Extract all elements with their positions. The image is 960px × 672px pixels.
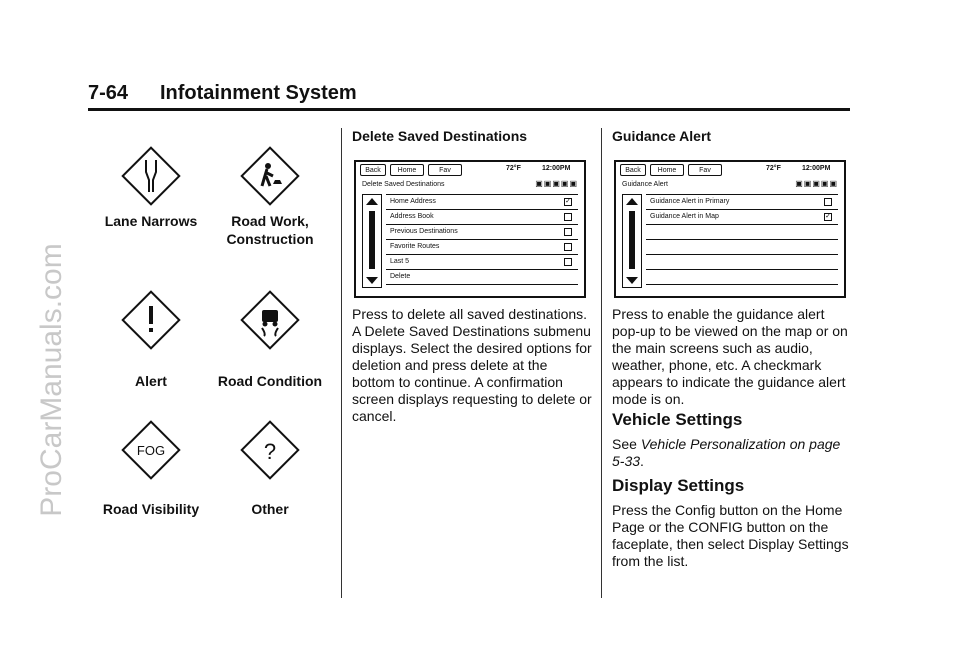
temperature-readout: 72°F — [506, 165, 521, 172]
clock-readout: 12:00PM — [542, 165, 571, 172]
vehicle-settings-text — [612, 436, 852, 470]
scroll-up-arrow-icon[interactable] — [626, 198, 638, 205]
see-prefix: See — [612, 436, 641, 452]
checkbox-icon[interactable] — [824, 198, 832, 206]
alert-icon — [121, 290, 181, 350]
sign-alert — [86, 290, 216, 390]
scrollbar[interactable] — [362, 194, 382, 288]
display-settings-text: Press the Config button on the Home Page or the CONFIG button on the faceplate, then select Display Settings from the list. — [612, 502, 849, 569]
fav-button[interactable]: Fav — [428, 164, 462, 176]
guidance-alert-text: Press to enable the guidance alert pop-up to be viewed on the map or on the main screens such as audio, weather, phone, etc. A checkmark appears to indicate the guidance alert mode is on. — [612, 306, 848, 407]
list-item[interactable] — [646, 210, 838, 225]
list-item[interactable] — [646, 194, 838, 210]
checkbox-icon[interactable] — [564, 258, 572, 266]
list-item[interactable] — [386, 255, 578, 270]
delete-options-list — [386, 194, 578, 285]
page-header — [88, 82, 850, 111]
road-work-icon — [240, 146, 300, 206]
page-number: 7-64 — [88, 82, 129, 104]
scroll-thumb[interactable] — [369, 211, 375, 269]
list-item[interactable] — [646, 225, 838, 240]
checkbox-icon[interactable] — [564, 228, 572, 236]
sign-label: Lane Narrows — [104, 213, 198, 229]
list-item[interactable] — [646, 270, 838, 285]
list-item[interactable] — [386, 210, 578, 225]
sign-lane-narrows — [86, 146, 216, 230]
list-item[interactable] — [646, 255, 838, 270]
list-item[interactable] — [386, 225, 578, 240]
scroll-thumb[interactable] — [629, 211, 635, 269]
svg-text:FOG: FOG — [136, 443, 166, 458]
list-item-label: Delete — [390, 273, 411, 280]
sign-road-visibility — [86, 420, 216, 518]
column-divider — [341, 128, 342, 598]
list-item[interactable] — [386, 240, 578, 255]
home-button[interactable]: Home — [650, 164, 684, 176]
list-item-label: Guidance Alert in Primary — [650, 198, 730, 205]
watermark: ProCarManuals.com — [35, 243, 68, 517]
scroll-down-arrow-icon[interactable] — [626, 277, 638, 284]
display-settings-heading: Display Settings — [612, 476, 745, 495]
fog-icon — [121, 420, 181, 480]
checked-box-icon[interactable]: ✓ — [565, 198, 571, 205]
sign-road-condition — [205, 290, 335, 390]
screen-top-bar — [356, 162, 584, 178]
sign-label: Other — [251, 501, 289, 517]
checkbox-icon[interactable] — [564, 243, 572, 251]
guidance-alert-screen — [614, 160, 846, 298]
screen-subtitle: Guidance Alert — [622, 181, 668, 188]
list-item-label: Home Address — [390, 198, 436, 205]
see-suffix: . — [640, 453, 644, 469]
clock-readout: 12:00PM — [802, 165, 831, 172]
vehicle-settings-heading: Vehicle Settings — [612, 410, 743, 429]
list-item-label: Address Book — [390, 213, 434, 220]
question-icon — [240, 420, 300, 480]
checkbox-icon[interactable] — [564, 213, 572, 221]
back-button[interactable]: Back — [620, 164, 646, 176]
road-condition-icon — [240, 290, 300, 350]
sign-label: Road Visibility — [102, 501, 200, 517]
back-button[interactable]: Back — [360, 164, 386, 176]
sign-label: Road Work, Construction — [226, 213, 314, 247]
list-item-label: Favorite Routes — [390, 243, 440, 250]
sign-other — [205, 420, 335, 518]
sign-label: Road Condition — [217, 373, 323, 389]
list-item[interactable] — [386, 270, 578, 285]
list-item-label: Last 5 — [390, 258, 410, 265]
screen-top-bar — [616, 162, 844, 178]
guidance-alert-heading: Guidance Alert — [612, 128, 712, 144]
svg-text:?: ? — [263, 439, 277, 464]
sign-label: Alert — [135, 373, 167, 389]
page-title: Infotainment System — [160, 82, 357, 104]
list-item[interactable] — [386, 194, 578, 210]
checked-box-icon[interactable]: ✓ — [825, 213, 831, 220]
lane-narrows-icon — [121, 146, 181, 206]
list-item-label: Guidance Alert in Map — [650, 213, 719, 220]
delete-destinations-text: Press to delete all saved destinations. A Delete Saved Destinations submenu displays. Select the desired options for deletion and press delete at the bottom to continue. A confirmation screen displays requesting to delete or cancel. — [352, 306, 592, 424]
guidance-options-list — [646, 194, 838, 285]
column-divider — [601, 128, 602, 598]
sign-road-work — [205, 146, 335, 248]
screen-subtitle: Delete Saved Destinations — [362, 181, 445, 188]
temperature-readout: 72°F — [766, 165, 781, 172]
status-icons: ▣▣▣▣▣ — [795, 179, 838, 188]
status-icons: ▣▣▣▣▣ — [535, 179, 578, 188]
list-item[interactable] — [646, 240, 838, 255]
scroll-up-arrow-icon[interactable] — [366, 198, 378, 205]
scroll-down-arrow-icon[interactable] — [366, 277, 378, 284]
delete-destinations-heading: Delete Saved Destinations — [352, 128, 528, 144]
home-button[interactable]: Home — [390, 164, 424, 176]
list-item-label: Previous Destinations — [390, 228, 458, 235]
fav-button[interactable]: Fav — [688, 164, 722, 176]
scrollbar[interactable] — [622, 194, 642, 288]
cross-reference-link[interactable]: Vehicle Personalization on page 5-33 — [612, 436, 841, 469]
delete-destinations-screen — [354, 160, 586, 298]
